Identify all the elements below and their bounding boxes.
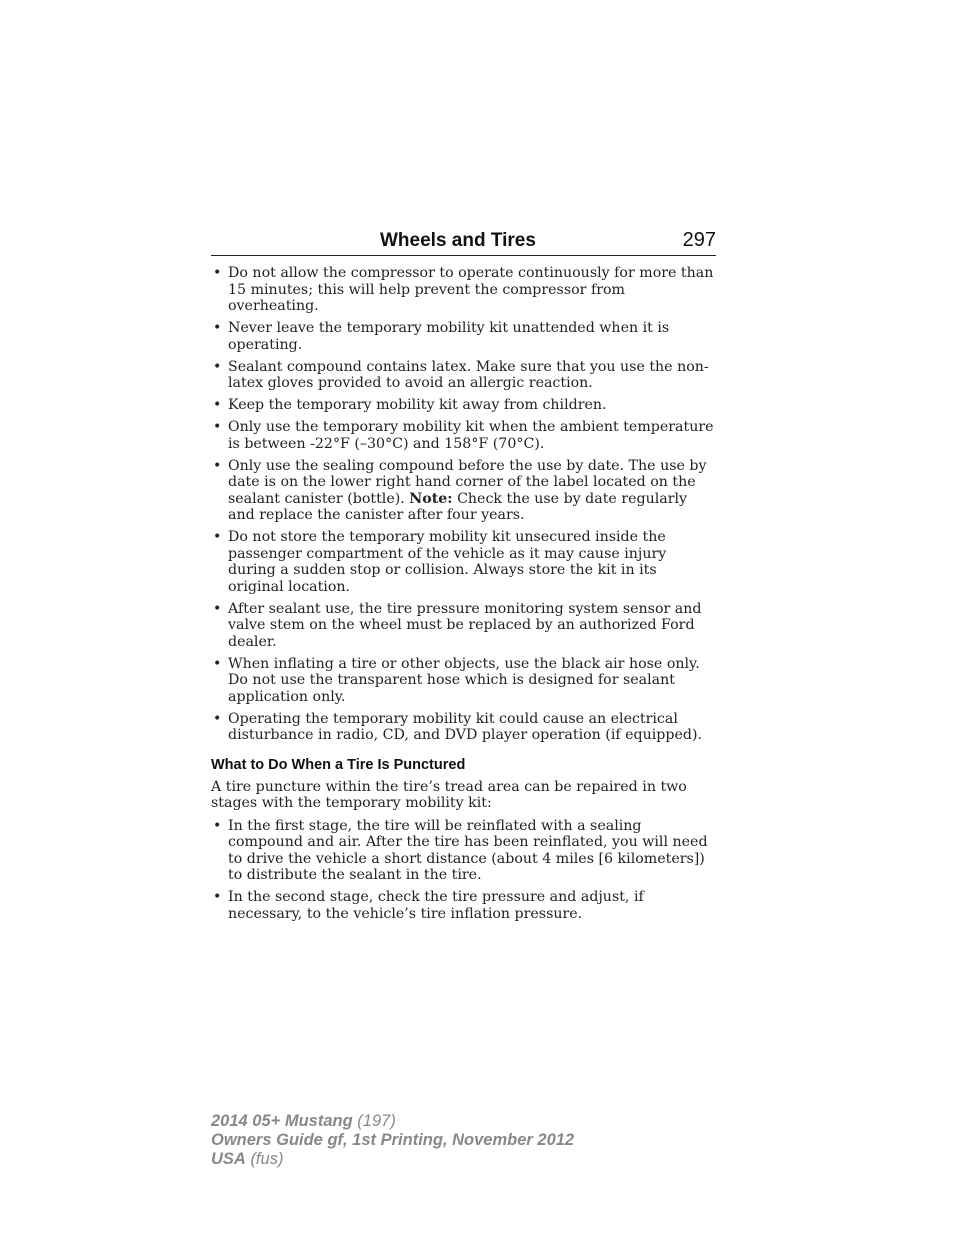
bullet-icon: • (213, 397, 222, 413)
bullet-icon: • (213, 600, 222, 617)
bullet-icon: • (213, 457, 222, 474)
footer-line-region: USA (fus) (211, 1150, 284, 1168)
print-footer (211, 1112, 574, 1169)
list-item: • Keep the temporary mobility kit away from children. (213, 397, 607, 413)
section-heading: What to Do When a Tire Is Punctured (211, 756, 466, 773)
bullet-icon: • (213, 817, 222, 834)
footer-line-model: 2014 05+ Mustang (197) (211, 1112, 396, 1130)
list-item: • Only use the temporary mobility kit when the ambient temperature is between -22°F (–30°C) and 158°F (70°C). (213, 419, 714, 452)
page-header (211, 229, 716, 256)
bullet-icon: • (213, 419, 222, 435)
list-item: • Only use the sealing compound before the use by date. The use by date is on the lower right hand corner of the label located on the sealant canister (bottle). Note: Check the use by date regularly and replace the canister after four years. (213, 457, 707, 523)
list-item: • Sealant compound contains latex. Make sure that you use the non-latex gloves provided to avoid an allergic reaction. (213, 358, 709, 391)
list-item: • Operating the temporary mobility kit could cause an electrical disturbance in radio, CD, and DVD player operation (if equipped). (213, 710, 702, 743)
section-intro: A tire puncture within the tire’s tread area can be repaired in two stages with the temporary mobility kit: (211, 778, 687, 811)
stage-list (211, 818, 716, 923)
list-item: • In the second stage, check the tire pressure and adjust, if necessary, to the vehicle’s tire inflation pressure. (213, 889, 644, 922)
footer-line-guide: Owners Guide gf, 1st Printing, November 2012 (211, 1131, 575, 1149)
section-title: Wheels and Tires (380, 230, 536, 251)
bullet-icon: • (213, 320, 222, 336)
list-item: • After sealant use, the tire pressure monitoring system sensor and valve stem on the wheel must be replaced by an authorized Ford dealer. (213, 600, 702, 650)
page-number: 297 (682, 229, 716, 251)
bullet-icon: • (213, 265, 222, 281)
list-item: • Do not allow the compressor to operate continuously for more than 15 minutes; this will help prevent the compressor from overheating. (213, 265, 714, 314)
bullet-icon: • (213, 358, 222, 375)
list-item: • When inflating a tire or other objects, use the black air hose only. Do not use the transparent hose which is designed for sealant application only. (213, 655, 700, 705)
bullet-icon: • (213, 710, 222, 727)
warning-list (211, 265, 716, 744)
manual-page (211, 229, 716, 928)
list-item: • Never leave the temporary mobility kit unattended when it is operating. (213, 320, 670, 353)
bullet-icon: • (213, 655, 222, 672)
bullet-icon: • (213, 889, 222, 905)
list-item: • Do not store the temporary mobility kit unsecured inside the passenger compartment of the vehicle as it may cause injury during a sudden stop or collision. Always store the kit in its original location. (213, 529, 667, 595)
bullet-icon: • (213, 529, 222, 545)
note-label: Note: (409, 490, 453, 507)
list-item: • In the first stage, the tire will be reinflated with a sealing compound and air. After the tire has been reinflated, you will need to drive the vehicle a short distance (about 4 miles [6 kilometers]) to distribute the sealant in the tire. (213, 817, 708, 883)
